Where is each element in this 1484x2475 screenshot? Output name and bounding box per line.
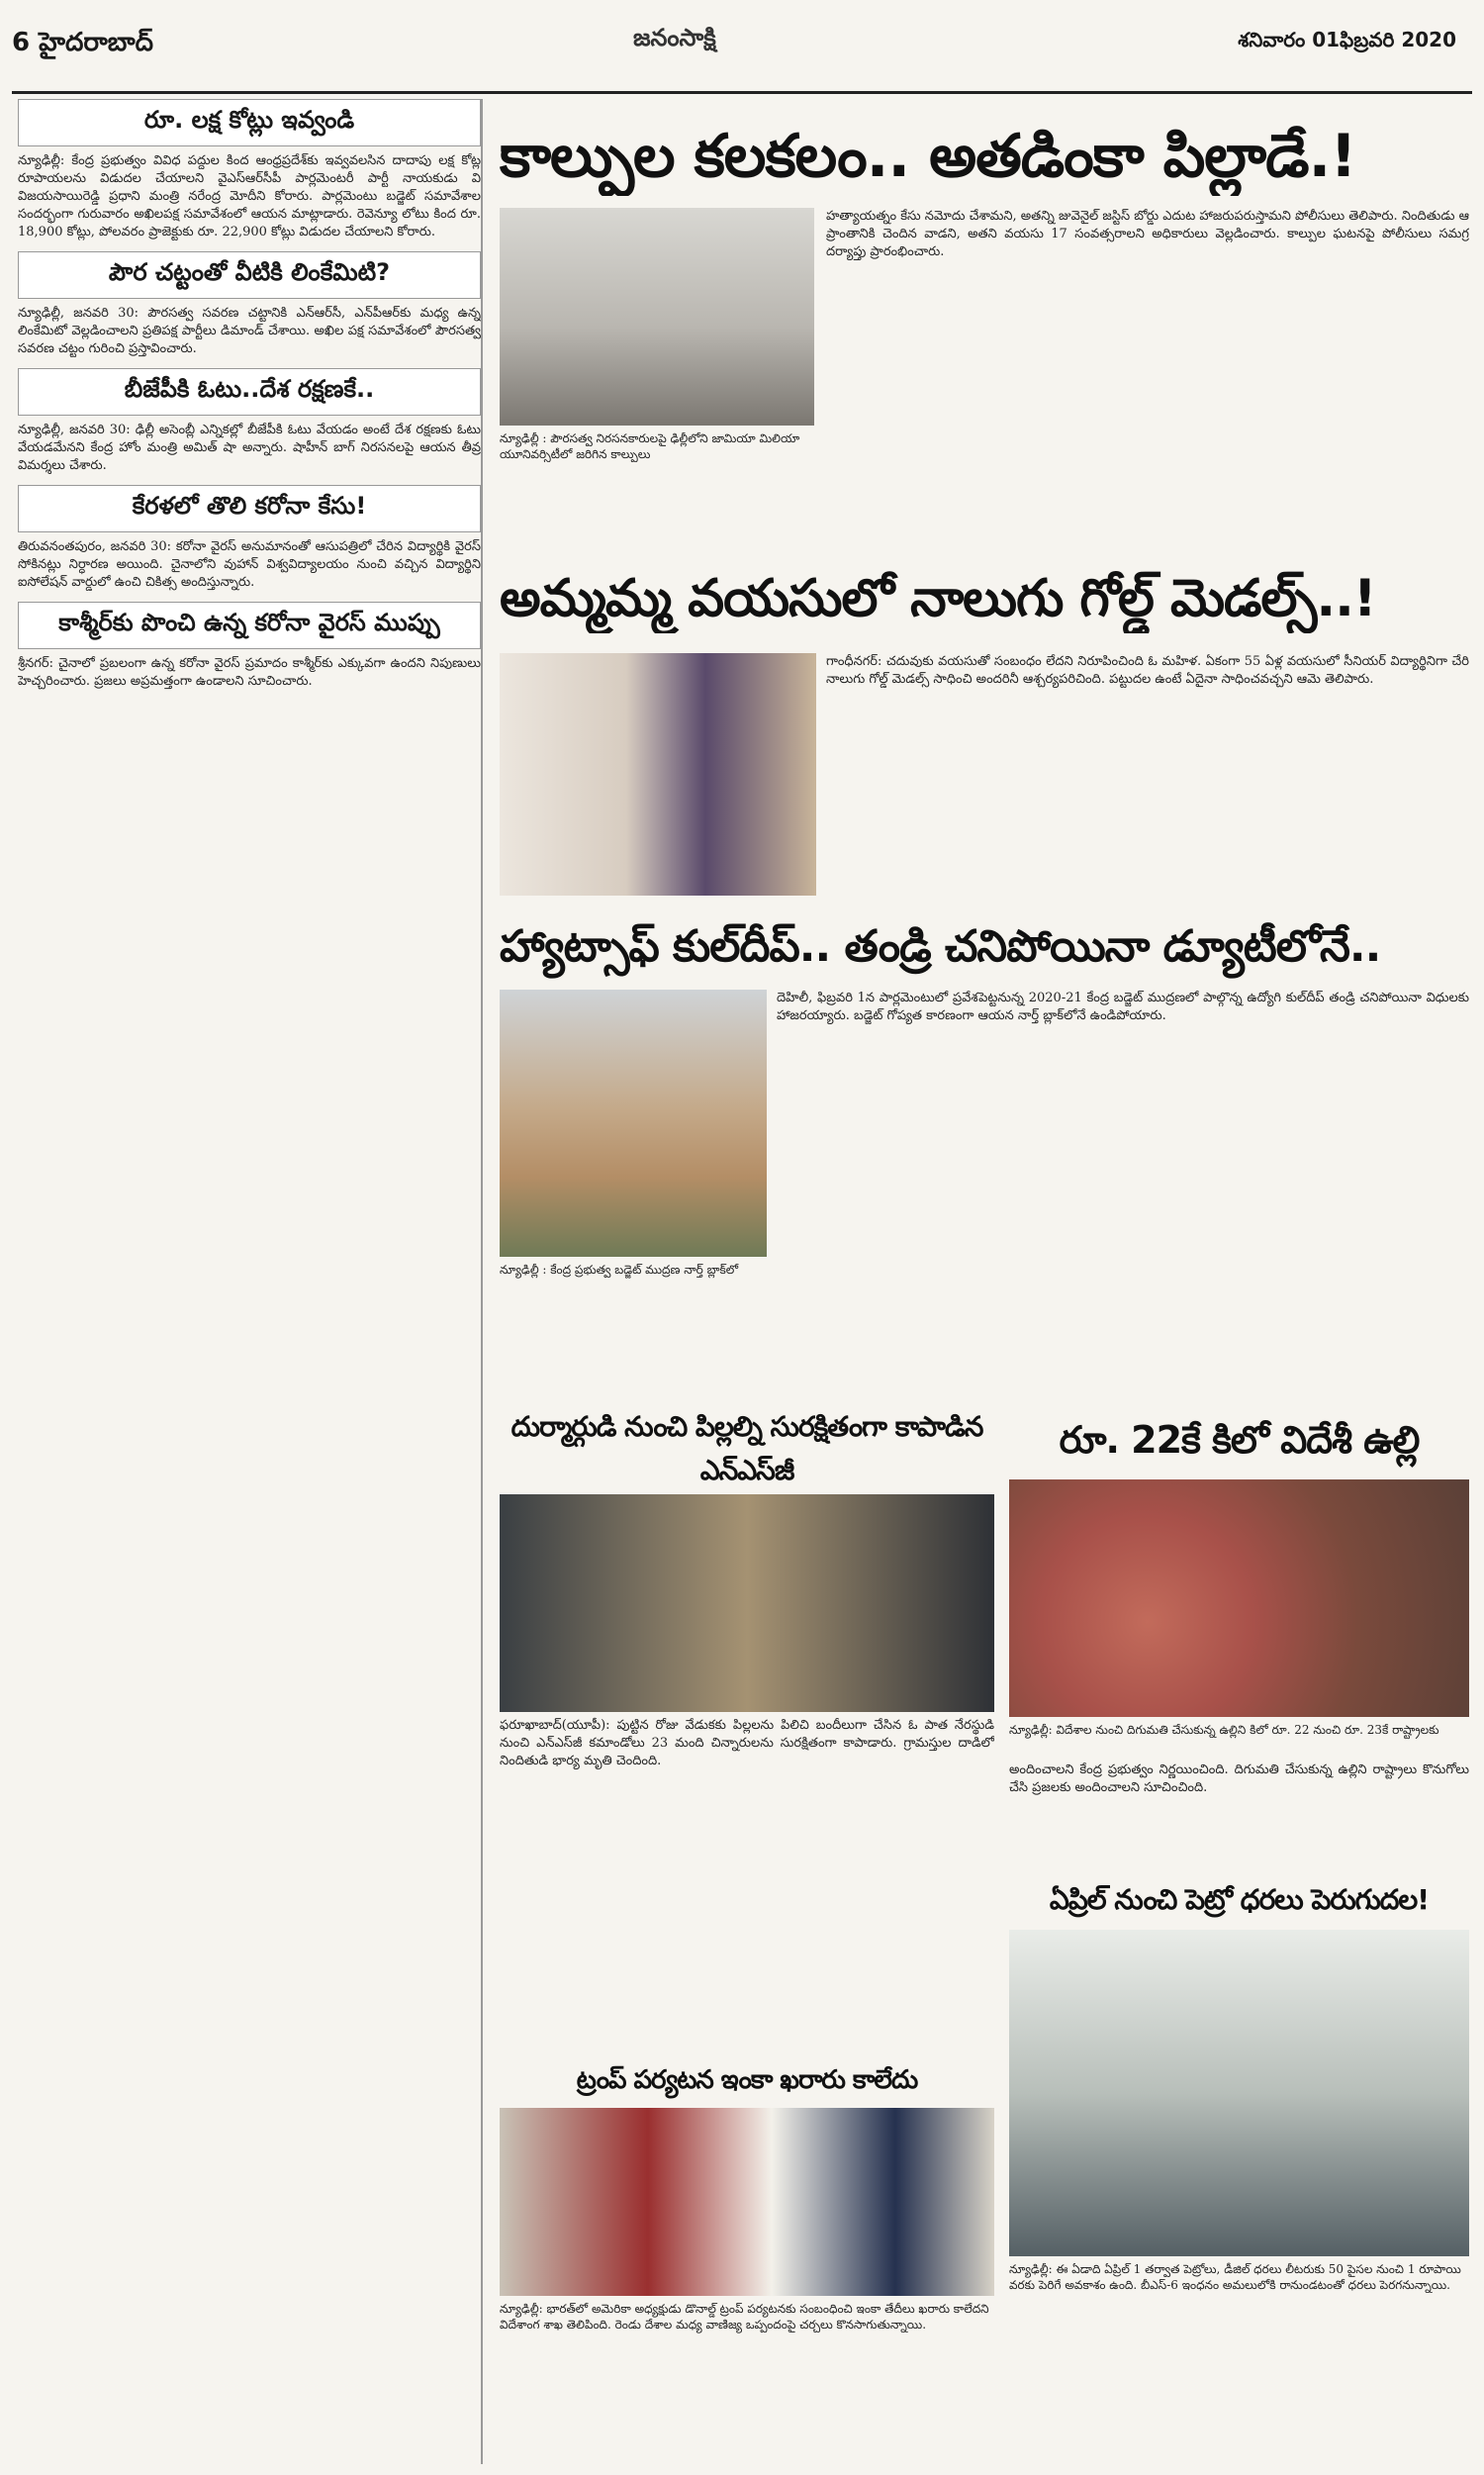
- news-headline: పౌర చట్టంతో వీటికి లింకేమిటి?: [18, 251, 481, 299]
- lead-headline: కాల్పుల కలకలం.. అతడింకా పిల్లాడే.!: [500, 122, 1356, 191]
- issue-date: శనివారం 01ఫిబ్రవరి 2020: [1238, 28, 1456, 51]
- petrol-pump-photo: [1009, 1930, 1469, 2256]
- hatsoff-story-body: దెహిలీ, ఫిబ్రవరి 1న పార్లమెంటులో ప్రవేశపెట్టనున్న 2020-21 కేంద్ర బడ్జెట్ ముద్రణలో పాల్గొన్న ఉద్యోగి కుల్‌దీప్ తండ్రి చనిపోయినా విధులకు హాజరయ్యారు. బడ్జెట్ గోప్యత కారణంగా ఆయన నార్త్ బ్లాక్‌లోనే ఉండిపోయారు.: [777, 991, 1469, 1023]
- north-block-photo: [500, 990, 767, 1257]
- trump-headline: ట్రంప్ పర్యటన ఇంకా ఖరారు కాలేదు: [576, 2065, 918, 2095]
- newspaper-logo: జనంసాక్షి: [633, 24, 716, 51]
- news-headline: కాశ్మీర్‌కు పొంచి ఉన్న కరోనా వైరస్ ముప్పు: [18, 602, 481, 649]
- masthead: [0, 0, 1484, 99]
- sng-headline: దుర్మార్గుడి నుంచి పిల్లల్ని సురక్షితంగా కాపాడిన ఎన్ఎస్‌జీ: [510, 1410, 983, 1486]
- medals-story-body: గాంధీనగర్: చదువుకు వయసుతో సంబంధం లేదని నిరూపించింది ఓ మహిళ. ఏకంగా 55 ఏళ్ల వయసులో సీనియర్ విద్యార్థినిగా చేరి నాలుగు గోల్డ్ మెడల్స్ సాధించి అందరినీ ఆశ్చర్యపరిచింది. పట్టుదల ఉంటే ఏదైనా సాధించవచ్చని ఆమె తెలిపారు.: [826, 654, 1469, 687]
- onion-story-body: అందించాలని కేంద్ర ప్రభుత్వం నిర్ణయించింది. దిగుమతి చేసుకున్న ఉల్లిని రాష్ట్రాలు కొనుగోలు చేసి ప్రజలకు అందించాలని సూచించింది.: [1009, 1762, 1469, 1795]
- modi-trump-photo: [500, 2108, 994, 2296]
- sng-rescue-photo: [500, 1494, 994, 1712]
- onion-photo: [1009, 1479, 1469, 1717]
- news-body: న్యూఢిల్లీ, జనవరి 30: పౌరసత్వ సవరణ చట్టానికి ఎన్ఆర్‌సీ, ఎన్‌పీఆర్‌కు మధ్య ఉన్న లింకేమిటో వెల్లడించాలని ప్రతిపక్ష పార్టీలు డిమాండ్ చేశాయి. అఖిల పక్ష సమావేశంలో పౌరసత్వ సవరణ చట్టం గురించి ప్రస్తావించారు.: [18, 306, 481, 356]
- left-news-column: [18, 99, 483, 2464]
- masthead-rule: [12, 91, 1472, 94]
- onion-photo-caption: న్యూఢిల్లీ: విదేశాల నుంచి దిగుమతి చేసుకున్న ఉల్లిని కిలో రూ. 22 నుంచి రూ. 23కే రాష్ట్రాలకు: [1009, 1723, 1439, 1737]
- petrol-photo-caption: న్యూఢిల్లీ: ఈ ఏడాది ఏప్రిల్ 1 తర్వాత పెట్రోలు, డీజిల్ ధరలు లీటరుకు 50 పైసల నుంచి 1 రూపాయి వరకు పెరిగే అవకాశం ఉంది. బీఎస్-6 ఇంధనం అమలులోకి రానుండటంతో ధరలు పెరగనున్నాయి.: [1009, 2262, 1461, 2292]
- page-number: 6 హైదరాబాద్: [12, 28, 153, 57]
- trump-photo-caption: న్యూఢిల్లీ: భారత్‌లో అమెరికా అధ్యక్షుడు డొనాల్డ్ ట్రంప్ పర్యటనకు సంబంధించి ఇంకా తేదీలు ఖరారు కాలేదని విదేశాంగ శాఖ తెలిపింది. రెండు దేశాల మధ్య వాణిజ్య ఒప్పందంపై చర్చలు కొనసాగుతున్నాయి.: [500, 2302, 989, 2332]
- news-body: న్యూఢిల్లీ, జనవరి 30: ఢిల్లీ అసెంబ్లీ ఎన్నికల్లో బీజేపీకి ఓటు వేయడం అంటే దేశ రక్షణకు ఓటు వేయడమేనని కేంద్ర హోం మంత్రి అమిత్ షా అన్నారు. షాహీన్ బాగ్ నిరసనలపై ఆయన తీవ్ర విమర్శలు చేశారు.: [18, 423, 481, 473]
- lead-story-body: హత్యాయత్నం కేసు నమోదు చేశామని, అతన్ని జువెనైల్ జస్టిస్ బోర్డు ఎదుట హాజరుపరుస్తామని పోలీసులు తెలిపారు. నిందితుడు ఆ ప్రాంతానికి చెందిన వాడని, అతని వయసు 17 సంవత్సరాలని అధికారులు వెల్లడించారు. కాల్పుల ఘటనపై పోలీసులు సమగ్ర దర్యాప్తు ప్రారంభించారు.: [826, 209, 1469, 259]
- news-headline: కేరళలో తొలి కరోనా కేసు!: [18, 485, 481, 532]
- news-body: శ్రీనగర్: చైనాలో ప్రబలంగా ఉన్న కరోనా వైరస్ ప్రమాదం కాశ్మీర్‌కు ఎక్కువగా ఉందని నిపుణులు హెచ్చరించారు. ప్రజలు అప్రమత్తంగా ఉండాలని సూచించారు.: [18, 656, 481, 689]
- onion-headline: రూ. 22కే కిలో విదేశీ ఉల్లి: [1059, 1418, 1420, 1462]
- sng-story-body: ఫరూఖాబాద్(యూపీ): పుట్టిన రోజు వేడుకకు పిల్లలను పిలిచి బందీలుగా చేసిన ఓ పాత నేరస్థుడి నుంచి ఎన్ఎస్‌జీ కమాండోలు 23 మంది చిన్నారులను సురక్షితంగా కాపాడారు. గ్రామస్తుల దాడిలో నిందితుడి భార్య మృతి చెందింది.: [500, 1718, 994, 1768]
- lead-photo-caption: న్యూఢిల్లీ : పౌరసత్వ నిరసనకారులపై ఢిల్లీలోని జామియా మిలియా యూనివర్సిటీలో జరిగిన కాల్పులు: [500, 431, 800, 461]
- medals-headline: అమ్మమ్మ వయసులో నాలుగు గోల్డ్ మెడల్స్..!: [500, 569, 1376, 628]
- news-headline: రూ. లక్ష కోట్లు ఇవ్వండి: [18, 99, 481, 146]
- gold-medal-photo: [500, 653, 816, 896]
- news-item: [18, 251, 481, 358]
- news-item: [18, 99, 481, 241]
- news-body: న్యూఢిల్లీ: కేంద్ర ప్రభుత్వం వివిధ పద్దుల కింద ఆంధ్రప్రదేశ్‌కు ఇవ్వవలసిన దాదాపు లక్ష కోట్ల రూపాయలను విడుదల చేయాలని వైఎస్ఆర్‌సీపీ పార్లమెంటరీ పార్టీ నాయకుడు వి విజయసాయిరెడ్డి ప్రధాని మంత్రి నరేంద్ర మోదీని కోరారు. పార్లమెంటు బడ్జెట్ సమావేశాల సందర్భంగా గురువారం అఖిలపక్ష సమావేశంలో ఆయన మాట్లాడారు. రెవెన్యూ లోటు కింద రూ. 18,900 కోట్లు, పోలవరం ప్రాజెక్టుకు రూ. 22,900 కోట్లు విడుదల చేయాలని కోరారు.: [18, 153, 481, 239]
- news-headline: బీజేపీకి ఓటు..దేశ రక్షణకే..: [18, 368, 481, 416]
- hatsoff-headline: హ్యాట్సాఫ్ కుల్‌దీప్.. తండ్రి చనిపోయినా డ్యూటీలోనే..: [500, 921, 1381, 972]
- hatsoff-photo-caption: న్యూఢిల్లీ : కేంద్ర ప్రభుత్వ బడ్జెట్ ముద్రణ నార్త్ బ్లాక్‌లో: [500, 1263, 739, 1277]
- news-item: [18, 602, 481, 691]
- news-item: [18, 485, 481, 592]
- protest-photo: [500, 208, 814, 426]
- news-item: [18, 368, 481, 475]
- petrol-headline: ఏప్రిల్ నుంచి పెట్రో ధరలు పెరుగుదల!: [1049, 1883, 1430, 1916]
- news-body: తిరువనంతపురం, జనవరి 30: కరోనా వైరస్ అనుమానంతో ఆసుపత్రిలో చేరిన విద్యార్థికి వైరస్ సోకినట్లు నిర్ధారణ అయింది. చైనాలోని వుహాన్ విశ్వవిద్యాలయం నుంచి వచ్చిన విద్యార్థిని ఐసోలేషన్ వార్డులో ఉంచి చికిత్స అందిస్తున్నారు.: [18, 539, 481, 590]
